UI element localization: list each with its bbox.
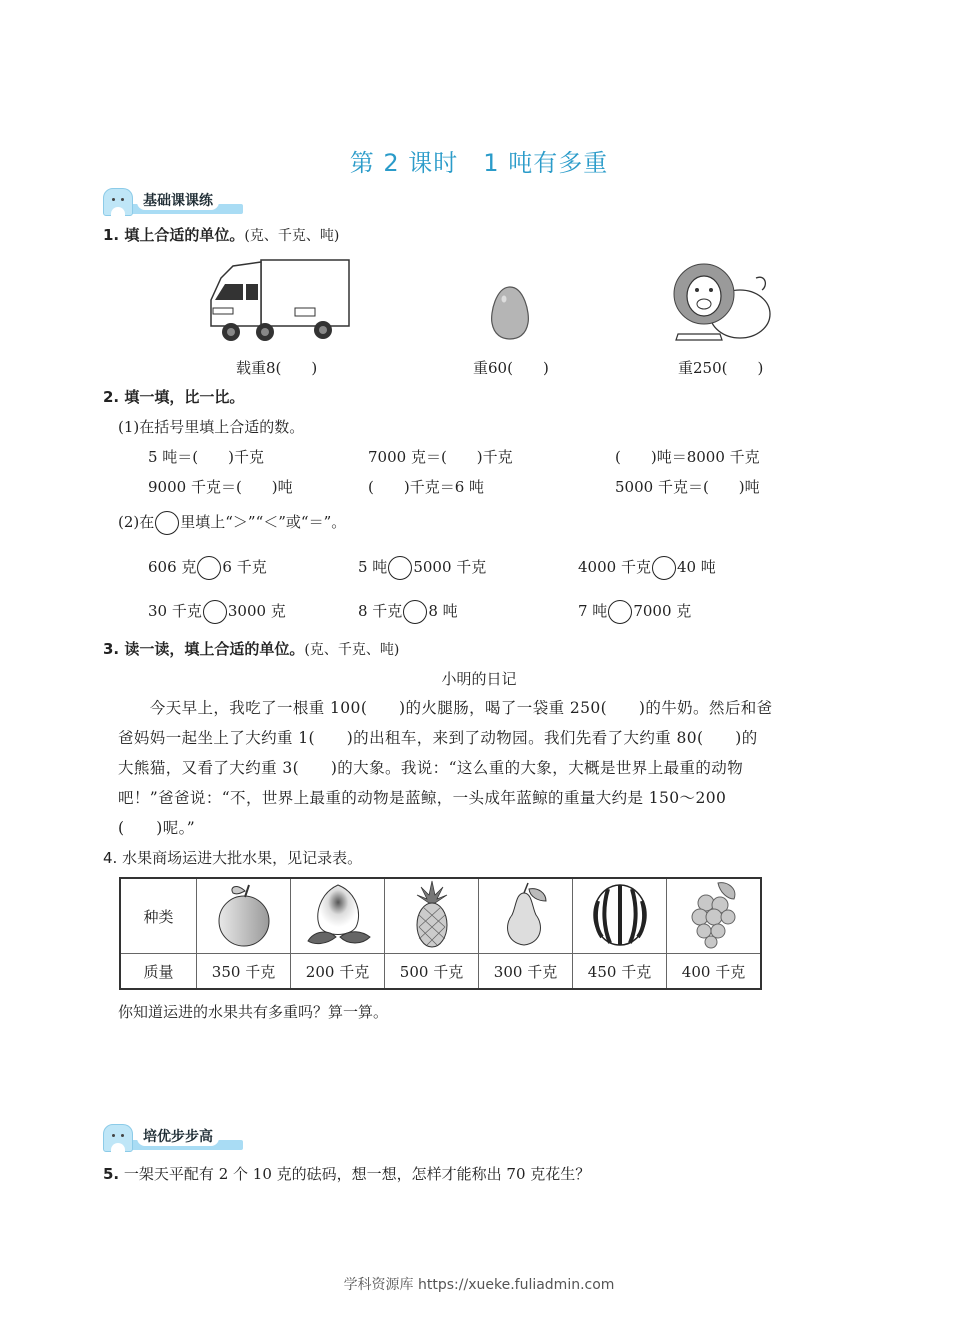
diary-line: ( )呢。”: [118, 819, 196, 837]
egg-caption: 重60( ): [473, 359, 549, 377]
section-banner-basic: [103, 188, 243, 216]
diary-line: 今天早上，我吃了一根重 100( )的火腿肠，喝了一袋重 250( )的牛奶。然后和爸: [118, 699, 773, 717]
question-1-text: 1. 填上合适的单位。: [103, 226, 245, 244]
question-5: [103, 1163, 590, 1184]
diary-line: 爸妈妈一起坐上了大约重 1( )的出租车，来到了动物园。我们先看了大约重 80( )的: [118, 729, 758, 747]
grape-icon: [684, 879, 744, 949]
weight-cell: 450 千克: [573, 954, 667, 990]
compare-left: 4000 千克: [578, 558, 651, 576]
table-row-weight: [120, 954, 761, 990]
compare-circle[interactable]: [608, 600, 632, 624]
compare-item: [358, 556, 486, 580]
compare-item: [578, 600, 691, 624]
footer-watermark: 学科资源库 https://xueke.fuliadmin.com: [343, 1277, 615, 1293]
lion-caption: 重250( ): [678, 359, 764, 377]
question-3-label: [103, 638, 399, 659]
watermelon-icon: [590, 879, 650, 949]
part2-label-before: (2)在: [118, 513, 155, 531]
compare-right: 6 千克: [222, 558, 267, 576]
fruit-cell: [385, 878, 479, 954]
compare-right: 3000 克: [227, 602, 286, 620]
fill-item: ( )吨＝8000 千克: [615, 448, 760, 466]
compare-left: 7 吨: [578, 602, 608, 620]
compare-circle[interactable]: [652, 556, 676, 580]
question-3-text: 3. 读一读，填上合适的单位。: [103, 640, 305, 658]
fruit-cell: [573, 878, 667, 954]
weight-cell: 400 千克: [667, 954, 762, 990]
diary-line: 大熊猫，又看了大约重 3( )的大象。我说：“这么重的大象，大概是世界上最重的动物: [118, 759, 744, 777]
fruit-cell: [479, 878, 573, 954]
compare-item: [148, 600, 286, 624]
question-5-text: 一架天平配有 2 个 10 克的砝码，想一想，怎样才能称出 70 克花生？: [123, 1165, 591, 1183]
diary-line: 吧！”爸爸说：“不，世界上最重的动物是蓝鲸，一头成年蓝鲸的重量大约是 150～200: [118, 789, 727, 807]
question-2-part2-label: [118, 511, 346, 535]
pear-icon: [496, 879, 556, 949]
question-3-hint: (克、千克、吨): [304, 642, 400, 658]
peach-icon: [300, 879, 376, 949]
fruit-cell: [291, 878, 385, 954]
weight-cell: 350 千克: [197, 954, 291, 990]
compare-circle[interactable]: [203, 600, 227, 624]
compare-item: [578, 556, 716, 580]
section-title-basic: 基础课课练: [137, 190, 219, 210]
compare-right: 7000 克: [633, 602, 692, 620]
fill-item: 7000 克＝( )千克: [368, 448, 513, 466]
compare-item: [148, 556, 267, 580]
compare-left: 5 吨: [358, 558, 388, 576]
compare-left: 8 千克: [358, 602, 403, 620]
section-title-advanced: 培优步步高: [137, 1126, 219, 1146]
compare-left: 606 克: [148, 558, 197, 576]
bear-icon: [103, 188, 133, 216]
diary-text: [118, 693, 858, 843]
fruit-table: [119, 877, 762, 990]
diary-title: 小明的日记: [441, 670, 517, 688]
fill-item: 5000 千克＝( )吨: [615, 478, 760, 496]
fruit-cell: [667, 878, 762, 954]
truck-icon: [203, 256, 351, 344]
weight-cell: 500 千克: [385, 954, 479, 990]
page-title: 第 2 课时 1 吨有多重: [349, 149, 609, 177]
row-header-kind: 种类: [120, 878, 197, 954]
compare-circle[interactable]: [403, 600, 427, 624]
table-row-kind: [120, 878, 761, 954]
question-2-part1-label: (1)在括号里填上合适的数。: [118, 418, 305, 436]
question-4-label: 4. 水果商场运进大批水果，见记录表。: [103, 849, 363, 867]
bear-icon: [103, 1124, 133, 1152]
fill-item: 5 吨＝( )千克: [148, 448, 265, 466]
question-1-label: [103, 224, 339, 245]
question-4-prompt: 你知道运进的水果共有多重吗？算一算。: [118, 1003, 389, 1021]
compare-left: 30 千克: [148, 602, 202, 620]
compare-right: 40 吨: [676, 558, 716, 576]
compare-right: 8 吨: [428, 602, 458, 620]
circle-icon: [155, 511, 179, 535]
compare-circle[interactable]: [388, 556, 412, 580]
fruit-cell: [197, 878, 291, 954]
egg-icon: [488, 285, 532, 341]
truck-caption: 载重8( ): [236, 359, 318, 377]
compare-item: [358, 600, 458, 624]
fill-item: ( )千克＝6 吨: [368, 478, 485, 496]
compare-right: 5000 千克: [413, 558, 487, 576]
weight-cell: 300 千克: [479, 954, 573, 990]
question-5-number: 5.: [103, 1165, 120, 1183]
pineapple-icon: [407, 879, 457, 949]
compare-circle[interactable]: [197, 556, 221, 580]
row-header-weight: 质量: [120, 954, 197, 990]
fill-item: 9000 千克＝( )吨: [148, 478, 293, 496]
part2-label-after: 里填上“＞”“＜”或“＝”。: [180, 513, 347, 531]
weight-cell: 200 千克: [291, 954, 385, 990]
section-banner-advanced: [103, 1124, 243, 1152]
apple-icon: [209, 879, 279, 949]
lion-icon: [670, 256, 774, 344]
question-1-hint: (克、千克、吨): [244, 228, 340, 244]
question-2-label: 2. 填一填，比一比。: [103, 388, 245, 406]
